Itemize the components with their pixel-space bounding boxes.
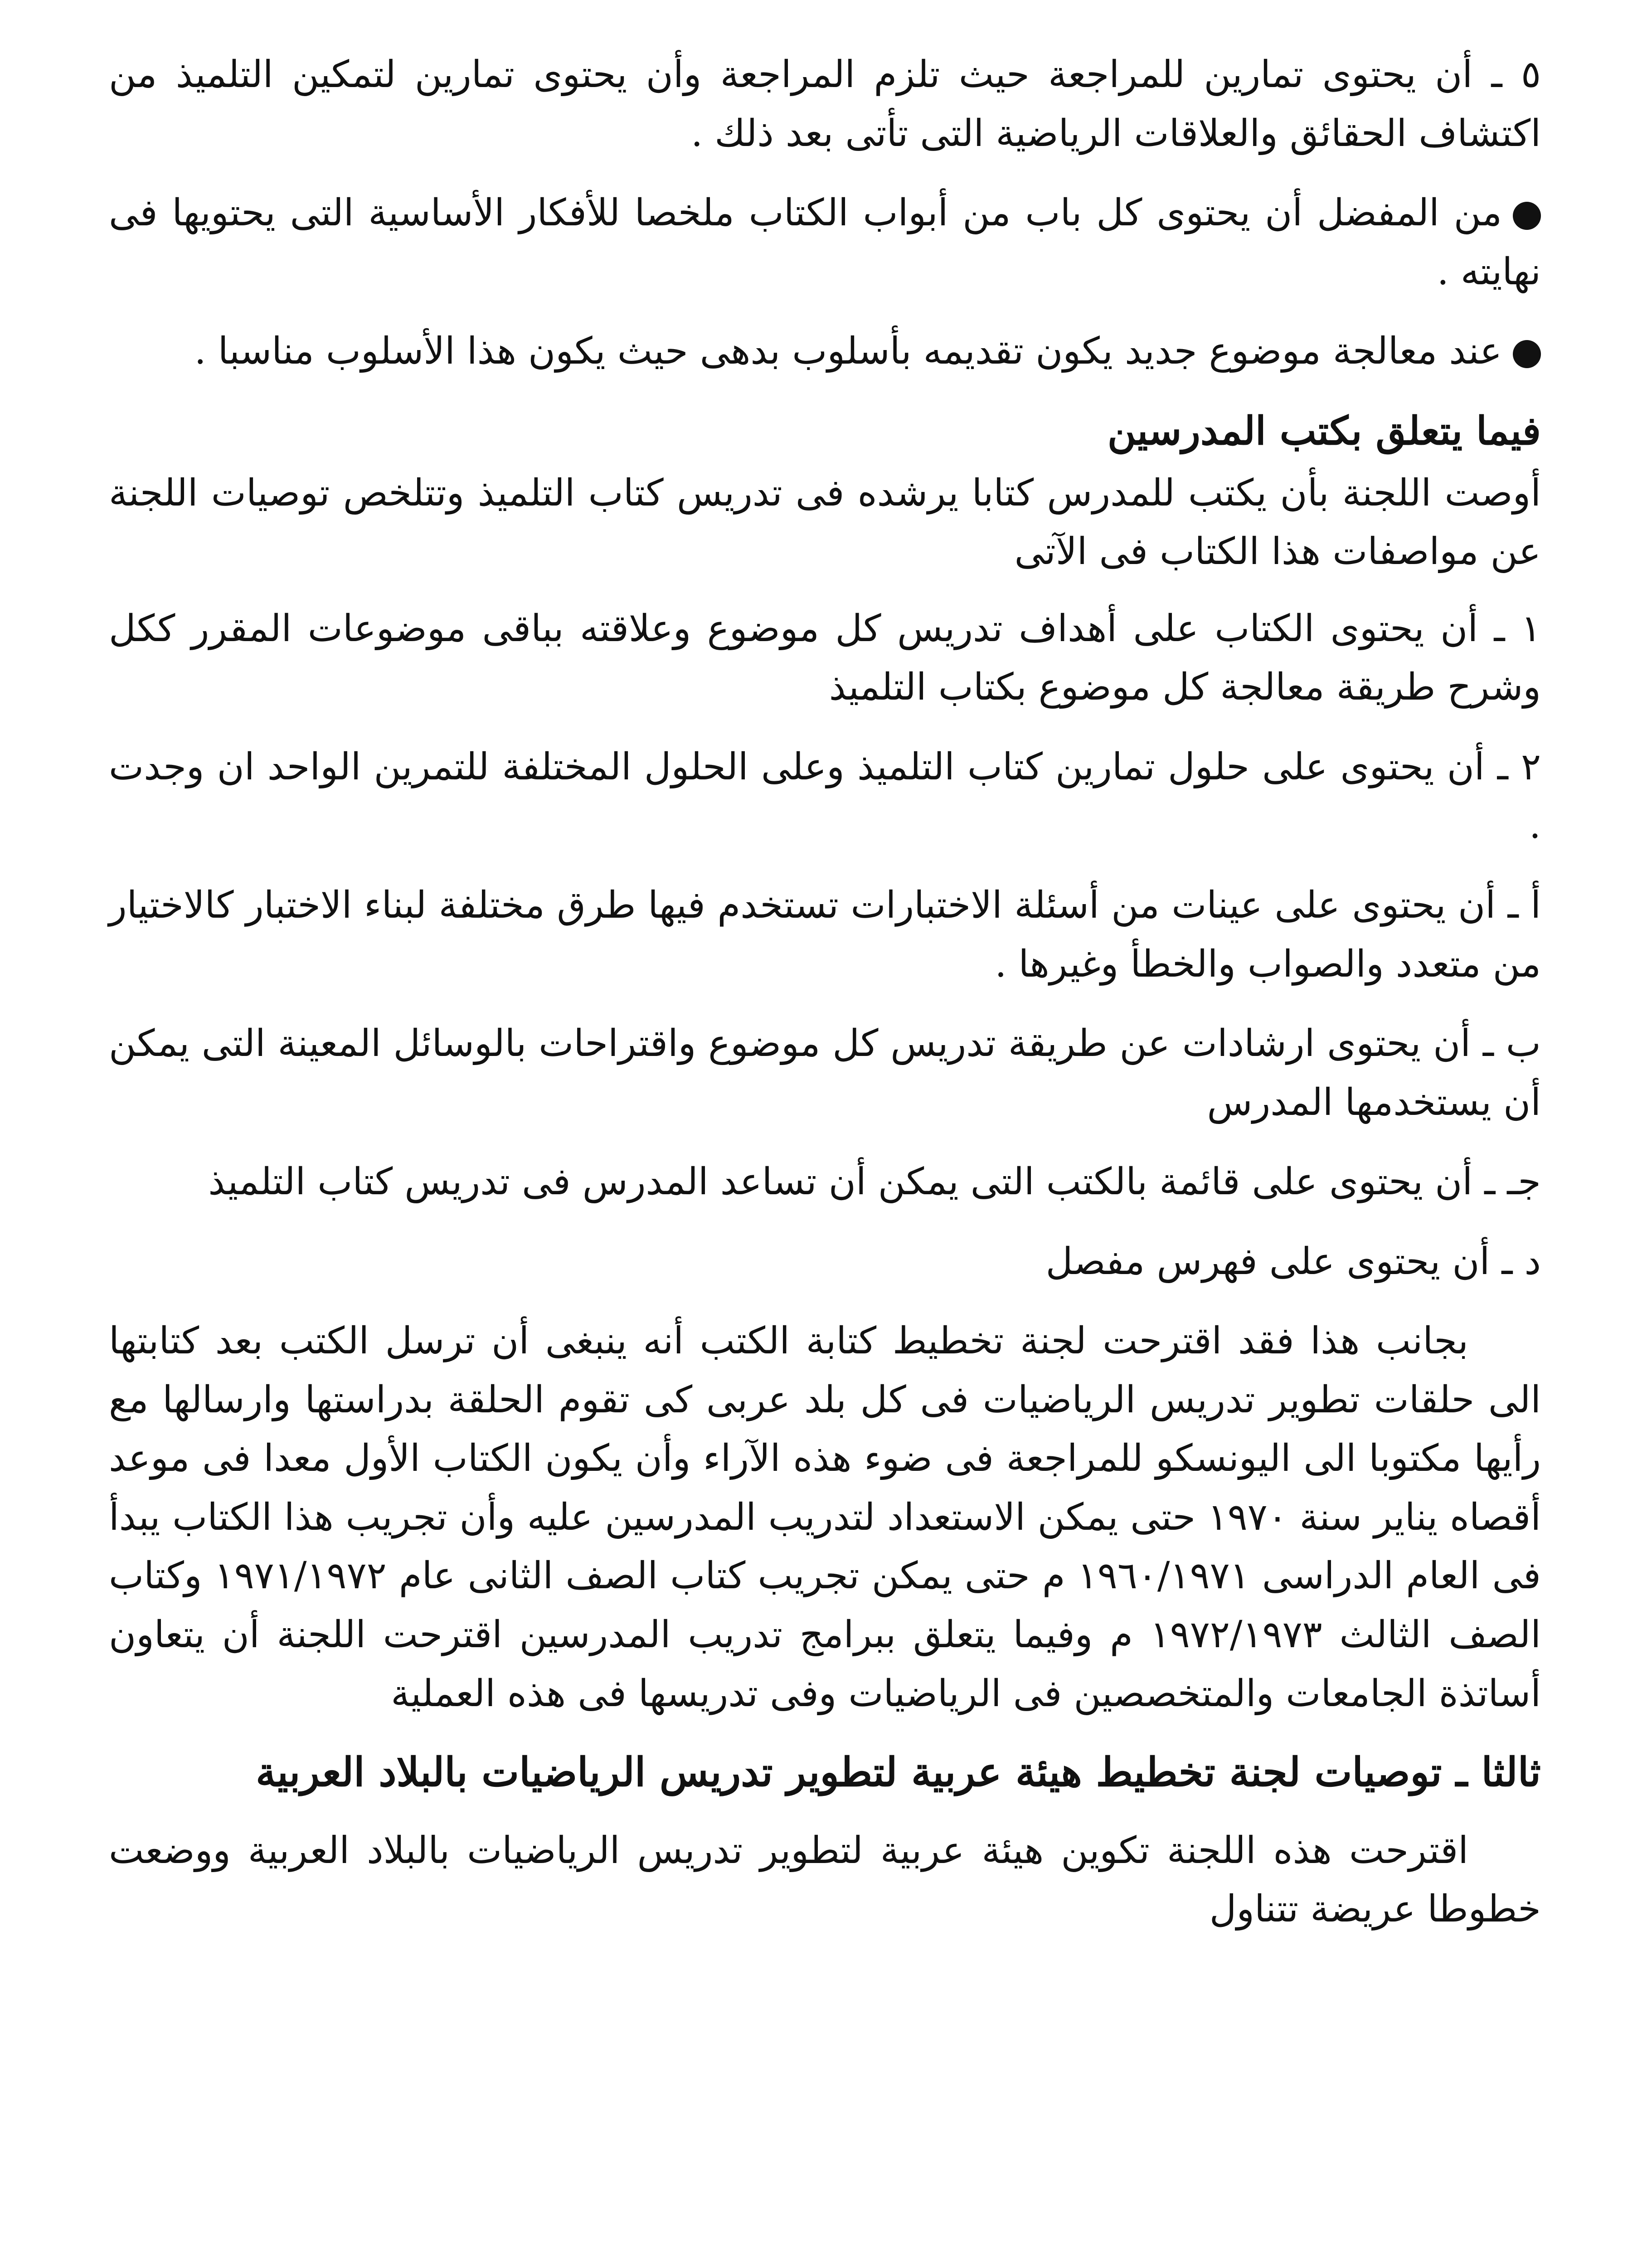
teacher-books-item-j: جـ ـ أن يحتوى على قائمة بالكتب التى يمكن أن تساعد المدرس فى تدريس كتاب التلميذ xyxy=(208,1160,1541,1204)
document-page xyxy=(109,45,1541,2267)
teacher-books-item-d: د ـ أن يحتوى على فهرس مفصل xyxy=(1045,1240,1541,1283)
section-three-body: اقترحت هذه اللجنة تكوين هيئة عربية لتطوير تدريس الرياضيات بالبلاد العربية ووضعت خطوطا عريضة تتناول xyxy=(109,1829,1541,1931)
bullet-item-summary xyxy=(109,184,1541,301)
bullet-item-new-topic-text: عند معالجة موضوع جديد يكون تقديمه بأسلوب بدهى حيث يكون هذا الأسلوب مناسبا . xyxy=(194,330,1502,373)
numbered-item-5: ٥ ـ أن يحتوى تمارين للمراجعة حيث تلزم المراجعة وأن يحتوى تمارين لتمكين التلميذ من اكتشاف الحقائق والعلاقات الرياضية التى تأتى بعد ذلك . xyxy=(109,53,1541,155)
teacher-books-item-b: ب ـ أن يحتوى ارشادات عن طريقة تدريس كل موضوع واقتراحات بالوسائل المعينة التى يمكن أن يستخدمها المدرس xyxy=(109,1022,1541,1124)
teacher-books-intro: أوصت اللجنة بأن يكتب للمدرس كتابا يرشده فى تدريس كتاب التلميذ وتتلخص توصيات اللجنة عن مواصفات هذا الكتاب فى الآتى xyxy=(109,471,1541,574)
bullet-dot-icon xyxy=(1513,202,1541,230)
bullet-item-new-topic xyxy=(109,322,1541,381)
bullet-dot-icon xyxy=(1513,340,1541,368)
teacher-books-closing-paragraph: بجانب هذا فقد اقترحت لجنة تخطيط كتابة الكتب أنه ينبغى أن ترسل الكتب بعد كتابتها الى حلقات تطوير تدريس الرياضيات فى كل بلد عربى كى تقوم الحلقة بدراستها وارسالها مع رأيها مكتوبا الى اليونسكو للمراجعة فى ضوء هذه الآراء وأن يكون الكتاب الأول معدا فى موعد أقصاه يناير سنة ١٩٧٠ حتى يمكن الاستعداد لتدريب المدرسين عليه وأن تجريب هذا الكتاب يبدأ فى العام الدراسى ١٩٦٠/١٩٧١ م حتى يمكن تجريب كتاب الصف الثانى عام ١٩٧١/١٩٧٢ وكتاب الصف الثالث ١٩٧٢/١٩٧٣ م وفيما يتعلق ببرامج تدريب المدرسين اقترحت اللجنة أن يتعاون أساتذة الجامعات والمتخصصين فى الرياضيات وفى تدريسها فى هذه العملية xyxy=(109,1319,1541,1715)
teacher-books-heading: فيما يتعلق بكتب المدرسين xyxy=(1107,408,1541,454)
bullet-item-summary-text: من المفضل أن يحتوى كل باب من أبواب الكتاب ملخصا للأفكار الأساسية التى يحتويها فى نهايته . xyxy=(109,191,1541,293)
teacher-books-item-a: أ ـ أن يحتوى على عينات من أسئلة الاختبارات تستخدم فيها طرق مختلفة لبناء الاختبار كالاختيار من متعدد والصواب والخطأ وغيرها . xyxy=(109,884,1541,986)
teacher-books-item-1: ١ ـ أن يحتوى الكتاب على أهداف تدريس كل موضوع وعلاقته بباقى موضوعات المقرر ككل وشرح طريقة معالجة كل موضوع بكتاب التلميذ xyxy=(109,607,1541,709)
teacher-books-item-2: ٢ ـ أن يحتوى على حلول تمارين كتاب التلميذ وعلى الحلول المختلفة للتمرين الواحد ان وجدت . xyxy=(109,745,1541,847)
section-three-heading: ثالثا ـ توصيات لجنة تخطيط هيئة عربية لتطوير تدريس الرياضيات بالبلاد العربية xyxy=(256,1748,1541,1796)
